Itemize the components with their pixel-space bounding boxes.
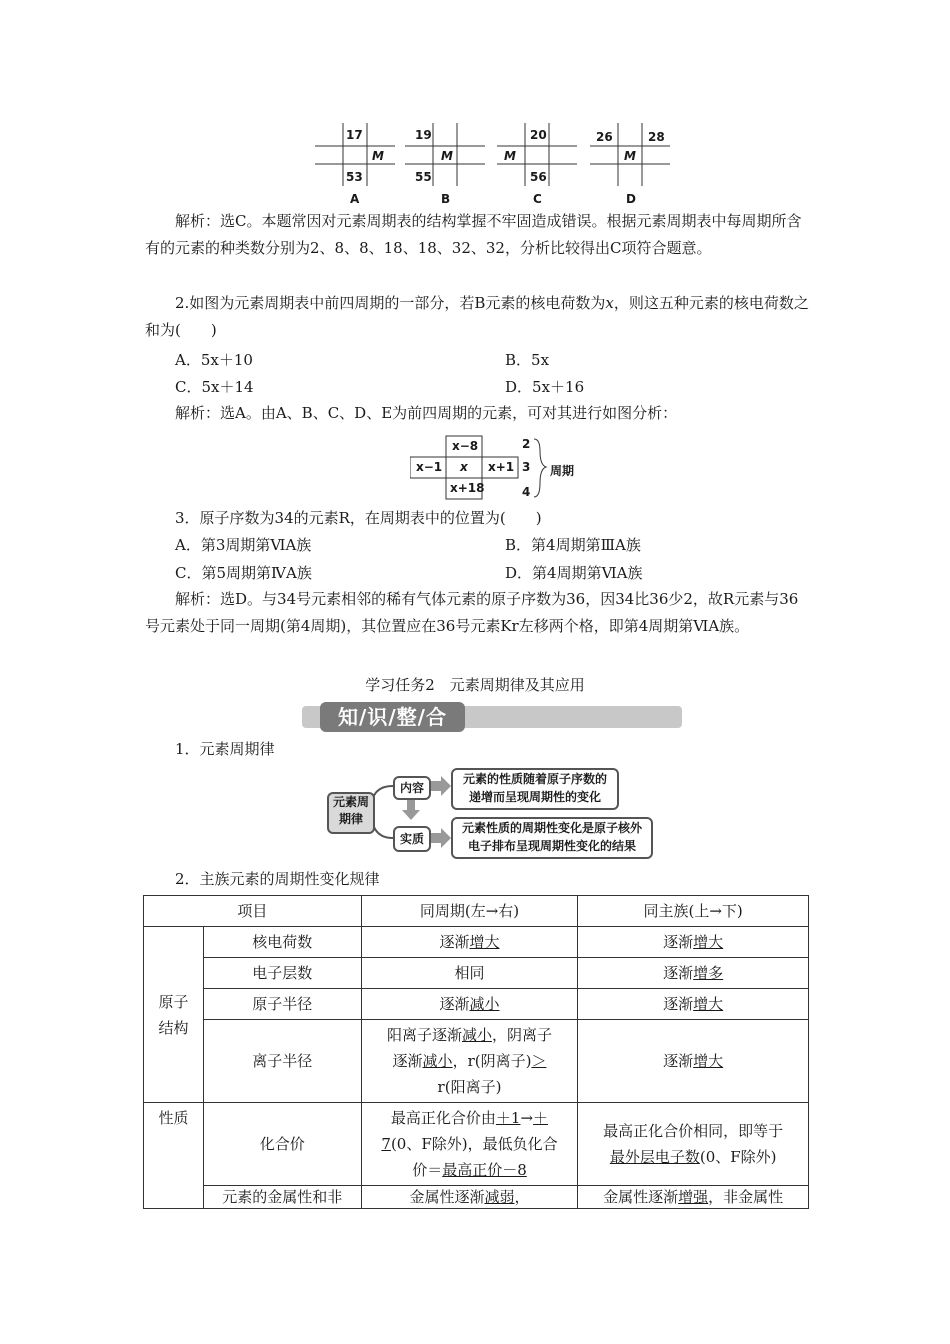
cross-center: x (460, 460, 468, 474)
cell: 金属性逐渐减弱， (361, 1186, 578, 1209)
cell: 相同 (361, 958, 578, 989)
period-2: 2 (522, 437, 531, 451)
cross-bottom: x+18 (450, 481, 485, 495)
table-row (144, 927, 809, 958)
q2-option-c: C．5x＋14 (175, 378, 254, 396)
cell: 逐渐减小 (361, 989, 578, 1020)
grid-c-bottom: 56 (530, 170, 547, 184)
header-group: 同主族(上→下) (578, 896, 809, 927)
cell: 逐渐增大 (578, 1020, 809, 1103)
cross-left: x−1 (416, 460, 443, 474)
grid-b-mid: M (441, 149, 453, 163)
cell: 逐渐增多 (578, 958, 809, 989)
header-item: 项目 (144, 896, 362, 927)
task2-title: 学习任务2 元素周期律及其应用 (365, 676, 585, 694)
grid-d-mid: M (624, 149, 636, 163)
period-4: 4 (522, 485, 531, 499)
q3-option-b: B．第4周期第ⅢA族 (505, 536, 641, 554)
q2-analysis: 解析：选A。由A、B、C、D、E为前四周期的元素，可对其进行如图分析： (175, 404, 678, 422)
q2-stem: 2.如图为元素周期表中前四周期的一部分，若B元素的核电荷数为x，则这五种元素的核电荷数之和为( ) (145, 294, 809, 339)
table-row (144, 1020, 809, 1103)
q3-option-a: A．第3周期第ⅥA族 (175, 536, 312, 554)
table-row (144, 1103, 809, 1186)
table-row (144, 1186, 809, 1209)
table-header-row (144, 896, 809, 927)
table-row (144, 958, 809, 989)
cell: 逐渐增大 (578, 927, 809, 958)
cell: 阳离子逐渐减小，阴离子 逐渐减小，r(阴离子)＞ r(阳离子) (361, 1020, 578, 1103)
q2-option-b: B．5x (505, 351, 550, 369)
flow-content-label: 内容 (393, 776, 431, 800)
row-label: 离子半径 (203, 1020, 361, 1103)
period-3: 3 (522, 460, 531, 474)
cross-top: x−8 (452, 439, 479, 453)
grid-c-mid: M (504, 149, 516, 163)
grid-b-bottom: 55 (415, 170, 432, 184)
banner-title: 知/识/整/合 (320, 702, 465, 732)
row-label: 原子半径 (203, 989, 361, 1020)
q3-stem: 3．原子序数为34的元素R，在周期表中的位置为( ) (175, 509, 542, 527)
period-label: 周期 (550, 464, 575, 478)
q3-analysis: 解析：选D。与34号元素相邻的稀有气体元素的原子序数为36，因34比36少2，故R元素与36号元素处于同一周期(第4周期)，其位置应在36号元素Kr左移两个格，即第4周期第ⅥA族。 (145, 590, 799, 635)
q2-option-d: D．5x＋16 (505, 378, 585, 396)
section2-title: 2．主族元素的周期性变化规律 (175, 870, 380, 888)
section1-title: 1．元素周期律 (175, 740, 275, 758)
q2-option-a: A．5x＋10 (175, 351, 253, 369)
row-label: 电子层数 (203, 958, 361, 989)
table-row (144, 989, 809, 1020)
grid-d-top-left: 26 (596, 130, 613, 144)
flow-root: 元素周 期律 (327, 792, 375, 834)
cell: 最高正化合价相同，即等于 最外层电子数(0、F除外) (578, 1103, 809, 1186)
cell: 逐渐增大 (578, 989, 809, 1020)
group-property: 性质 (144, 1103, 204, 1209)
q1-analysis: 解析：选C。本题常因对元素周期表的结构掌握不牢固造成错误。根据元素周期表中每周期所含有的元素的种类数分别为2、8、8、18、18、32、32，分析比较得出C项符合题意。 (145, 212, 802, 257)
q3-option-d: D．第4周期第ⅥA族 (505, 564, 643, 582)
grid-a-bottom: 53 (346, 170, 363, 184)
row-label: 元素的金属性和非 (203, 1186, 361, 1209)
cell: 逐渐增大 (361, 927, 578, 958)
grid-lines (310, 118, 680, 208)
flow-essence-text: 元素性质的周期性变化是原子核外 电子排布呈现周期性变化的结果 (451, 817, 653, 859)
figure-period-grids (310, 118, 680, 208)
grid-d-label: D (626, 192, 636, 206)
periodic-law-table (143, 895, 809, 1209)
grid-b-top: 19 (415, 128, 432, 142)
cross-right: x+1 (488, 460, 515, 474)
row-label: 核电荷数 (203, 927, 361, 958)
flow-content-text: 元素的性质随着原子序数的 递增而呈现周期性的变化 (451, 768, 619, 810)
cell: 最高正化合价由＋1→＋ 7(0、F除外)，最低负化合 价＝最高正价－8 (361, 1103, 578, 1186)
grid-c-label: C (533, 192, 542, 206)
group-atomic-structure: 原子 结构 (144, 927, 204, 1103)
row-label: 化合价 (203, 1103, 361, 1186)
cell: 金属性逐渐增强，非金属性 (578, 1186, 809, 1209)
header-period: 同周期(左→右) (361, 896, 578, 927)
grid-a-label: A (350, 192, 360, 206)
grid-a-top: 17 (346, 128, 363, 142)
grid-b-label: B (441, 192, 451, 206)
grid-a-mid: M (372, 149, 384, 163)
flow-essence-label: 实质 (393, 826, 431, 852)
flow-diagram (325, 768, 655, 860)
grid-d-top-right: 28 (648, 130, 665, 144)
q3-option-c: C．第5周期第ⅣA族 (175, 564, 312, 582)
grid-c-top: 20 (530, 128, 547, 142)
cross-diagram (410, 435, 590, 501)
